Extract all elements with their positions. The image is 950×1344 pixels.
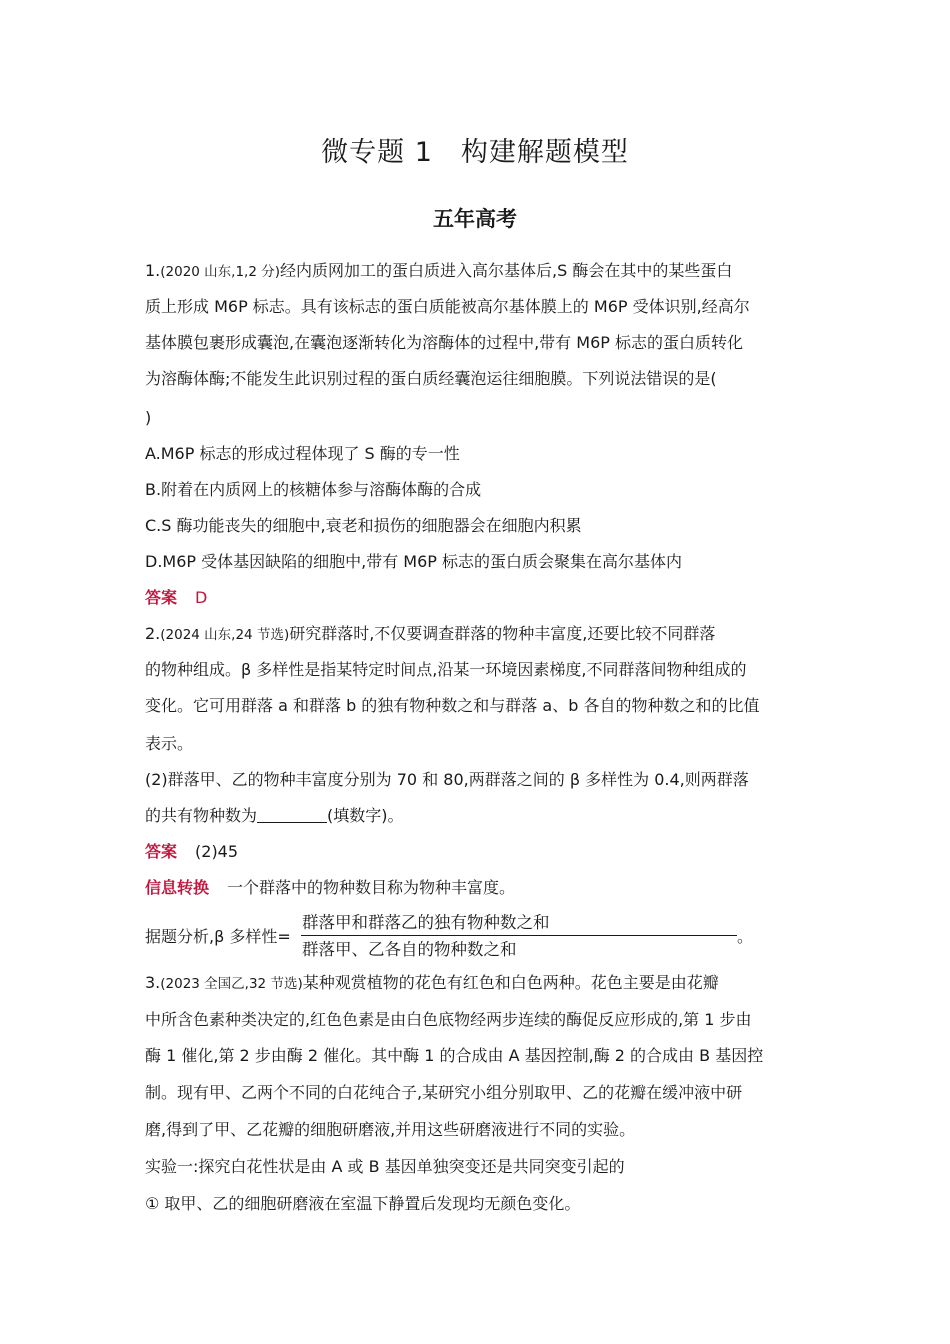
q1-option-c: C.S 酶功能丧失的细胞中,衰老和损伤的细胞器会在细胞内积累 xyxy=(145,516,582,535)
q2-line-4: 表示。 xyxy=(145,734,194,753)
beta-diversity-formula xyxy=(145,908,754,960)
q3-line-5: 磨,得到了甲、乙花瓣的细胞研磨液,并用这些研磨液进行不同的实验。 xyxy=(145,1120,636,1139)
formula-denominator: 群落甲、乙各自的物种数之和 xyxy=(302,940,517,959)
section-title: 五年高考 xyxy=(433,207,517,231)
q2-line-5: (2)群落甲、乙的物种丰富度分别为 70 和 80,两群落之间的 β 多样性为 0.4,则两群落 xyxy=(145,770,749,789)
q2-line-6 xyxy=(145,804,815,828)
q2-answer-row xyxy=(145,840,815,864)
formula-numerator: 群落甲和群落乙的独有物种数之和 xyxy=(302,913,550,932)
q1-line-3: 基体膜包裹形成囊泡,在囊泡逐渐转化为溶酶体的过程中,带有 M6P 标志的蛋白质转化 xyxy=(145,333,743,352)
q2-line-1 xyxy=(145,622,815,647)
q3-text-1: 某种观赏植物的花色有红色和白色两种。花色主要是由花瓣 xyxy=(302,973,719,992)
q3-line-4: 制。现有甲、乙两个不同的白花纯合子,某研究小组分别取甲、乙的花瓣在缓冲液中研 xyxy=(145,1083,743,1102)
formula-prefix: 据题分析,β 多样性= xyxy=(145,927,291,946)
q3-line-6: 实验一:探究白花性状是由 A 或 B 基因单独突变还是共同突变引起的 xyxy=(145,1157,625,1176)
q3-line-1 xyxy=(145,971,815,996)
page-title: 微专题 1 构建解题模型 xyxy=(321,137,629,168)
q3-line-2: 中所含色素种类决定的,红色色素是由白色底物经两步连续的酶促反应形成的,第 1 步由 xyxy=(145,1010,752,1029)
q2-number: 2. xyxy=(145,624,161,643)
q2-answer: (2)45 xyxy=(195,842,239,861)
q2-line-2: 的物种组成。β 多样性是指某特定时间点,沿某一环境因素梯度,不同群落间物种组成的 xyxy=(145,660,747,679)
q2-info-row xyxy=(145,876,815,900)
q2-info-text: 一个群落中的物种数目称为物种丰富度。 xyxy=(227,878,516,897)
q1-option-b: B.附着在内质网上的核糖体参与溶酶体酶的合成 xyxy=(145,480,482,499)
q2-text-6b: (填数字)。 xyxy=(327,806,404,825)
q2-source: (2024 山东,24 节选) xyxy=(160,627,290,643)
q1-line-5: ) xyxy=(145,408,152,427)
formula-end: 。 xyxy=(737,927,754,946)
q1-line-2: 质上形成 M6P 标志。具有该标志的蛋白质能被高尔基体膜上的 M6P 受体识别,经高尔 xyxy=(145,297,750,316)
q3-source: (2023 全国乙,32 节选) xyxy=(160,976,303,992)
q2-answer-blank xyxy=(257,806,327,823)
q2-text-6a: 的共有物种数为 xyxy=(145,806,258,825)
q1-answer: D xyxy=(195,588,208,607)
q2-answer-label: 答案 xyxy=(145,842,178,861)
q1-option-d: D.M6P 受体基因缺陷的细胞中,带有 M6P 标志的蛋白质会聚集在高尔基体内 xyxy=(145,552,683,571)
q1-number: 1. xyxy=(145,261,161,280)
q1-line-4: 为溶酶体酶;不能发生此识别过程的蛋白质经囊泡运往细胞膜。下列说法错误的是( xyxy=(145,369,717,388)
q1-answer-label: 答案 xyxy=(145,588,178,607)
q3-line-7: ① 取甲、乙的细胞研磨液在室温下静置后发现均无颜色变化。 xyxy=(145,1194,581,1213)
q3-number: 3. xyxy=(145,973,161,992)
q1-option-a: A.M6P 标志的形成过程体现了 S 酶的专一性 xyxy=(145,444,460,463)
q1-line-1 xyxy=(145,259,815,284)
q1-text-1: 经内质网加工的蛋白质进入高尔基体后,S 酶会在其中的某些蛋白 xyxy=(280,261,733,280)
q2-line-3: 变化。它可用群落 a 和群落 b 的独有物种数之和与群落 a、b 各自的物种数之和的比值 xyxy=(145,696,760,715)
q3-line-3: 酶 1 催化,第 2 步由酶 2 催化。其中酶 1 的合成由 A 基因控制,酶 2 的合成由 B 基因控 xyxy=(145,1046,764,1065)
q1-answer-row xyxy=(145,586,815,610)
q2-info-label: 信息转换 xyxy=(145,878,210,897)
q2-text-1: 研究群落时,不仅要调查群落的物种丰富度,还要比较不同群落 xyxy=(289,624,716,643)
q1-source: (2020 山东,1,2 分) xyxy=(160,264,280,280)
